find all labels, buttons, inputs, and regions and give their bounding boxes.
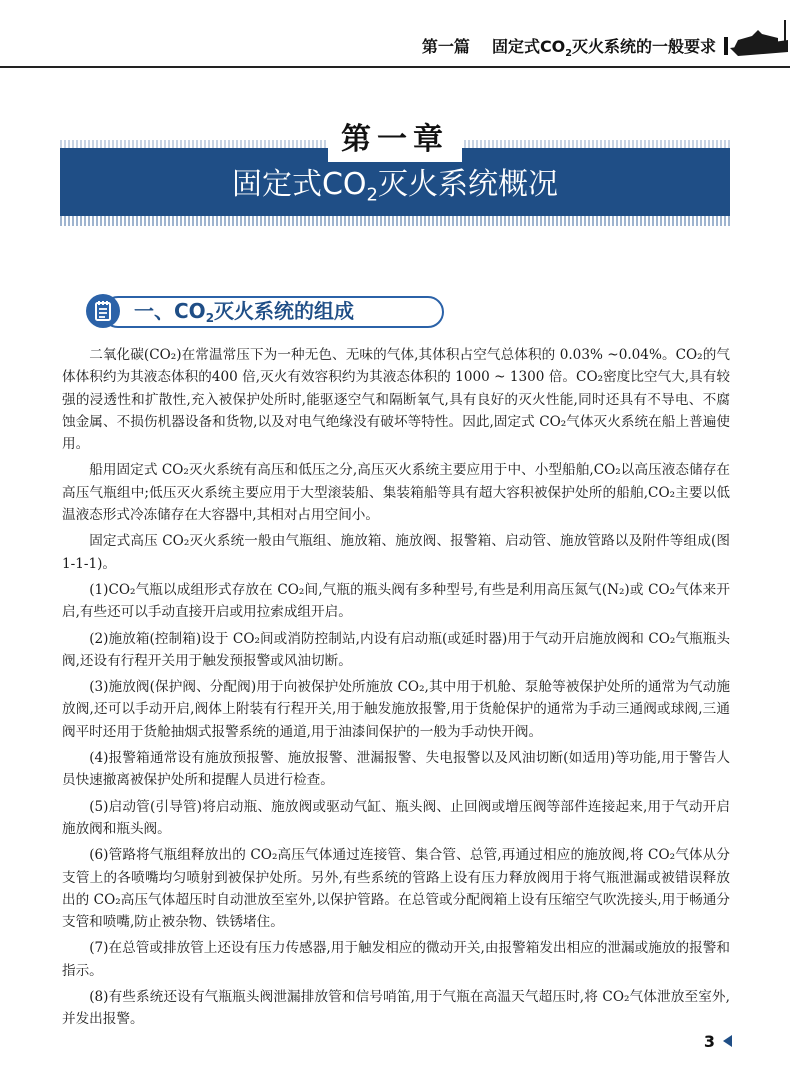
- running-header: [0, 0, 790, 78]
- ship-icon: [728, 18, 790, 64]
- paragraph: (6)管路将气瓶组释放出的 CO₂高压气体通过连接管、集合管、总管,再通过相应的施放阀,将 CO₂气体从分支管上的各喷嘴均匀喷射到被保护处所。另外,有些系统的管路上设有压力释放阀用于将气瓶泄漏或被错误释放出的 CO₂高压气体超压时自动泄放至室外,以保护管路。在总管或分配阀箱上设有压缩空气吹洗接头,用于畅通分支管和喷嘴,防止被杂物、铁锈堵住。: [62, 847, 730, 931]
- header-title: 固定式$CO_2$灭火系统的一般要求: [491, 37, 716, 60]
- paragraph: (3)施放阀(保护阀、分配阀)用于向被保护处所施放 CO₂,其中用于机舱、泵舱等被保护处所的通常为气动施放阀,还可以手动开启,阀体上附装有行程开关,用于触发施放报警,用于货舱保护的通常为手动三通阀或球阀,三通阀平时还用于货舱抽烟式报警系统的通道,用于油漆间保护的一般为手动快开阀。: [62, 679, 730, 740]
- paragraph: (8)有些系统还设有气瓶瓶头阀泄漏排放管和信号哨笛,用于气瓶在高温天气超压时,将 CO₂气体泄放至室外,并发出报警。: [62, 989, 730, 1028]
- paragraph: 船用固定式 CO₂灭火系统有高压和低压之分,高压灭火系统主要应用于中、小型船舶,CO₂以高压液态储存在高压气瓶组中;低压灭火系统主要应用于大型滚装船、集装箱船等具有超大容积被保护处所的船舶,CO₂主要以低温液态形式冷冻储存在大容器中,其相对占用空间小。: [62, 462, 730, 524]
- section-title: 一、$CO_2$灭火系统的组成: [134, 299, 355, 326]
- paragraph: (5)启动管(引导管)将启动瓶、施放阀或驱动气缸、瓶头阀、止回阀或增压阀等部件连接起来,用于气动开启施放阀和瓶头阀。: [62, 798, 730, 837]
- chapter-label: 第一章: [328, 118, 462, 162]
- notepad-icon: [86, 294, 120, 328]
- paragraph: 二氧化碳(CO₂)在常温常压下为一种无色、无味的气体,其体积占空气总体积的 0.03% ~0.04%。CO₂的气体体积约为其液态体积的400 倍,灭火有效容积约为其液态体积的 1000 ~ 1300 倍。CO₂密度比空气大,具有较强的浸透性和扩散性,充入被保护处所时,能驱逐空气和隔断氧气,具有良好的灭火性能,同时还具有不导电、不腐蚀金属、不损伤机器设备和货物,以及对电气绝缘没有破坏等特性。因此,固定式 CO₂气体灭火系统在船上普遍使用。: [62, 347, 730, 453]
- body-text: [62, 344, 730, 1035]
- header-part: 第一篇: [421, 37, 470, 56]
- chapter-title: 固定式$CO_2$灭火系统概况: [231, 167, 558, 206]
- paragraph: (7)在总管或排放管上还设有压力传感器,用于触发相应的微动开关,由报警箱发出相应的泄漏或施放的报警和指示。: [62, 940, 730, 979]
- running-header-text: [422, 34, 728, 59]
- page-arrow-icon: [723, 1035, 732, 1047]
- page-number: 3: [704, 1032, 732, 1051]
- paragraph: 固定式高压 CO₂灭火系统一般由气瓶组、施放箱、施放阀、报警箱、启动管、施放管路以及附件等组成(图 1-1-1)。: [62, 533, 730, 572]
- paragraph: (1)CO₂气瓶以成组形式存放在 CO₂间,气瓶的瓶头阀有多种型号,有些是利用高压氮气(N₂)或 CO₂气体来开启,有些还可以手动直接开启或用拉索成组开启。: [62, 581, 730, 621]
- paragraph: (4)报警箱通常设有施放预报警、施放报警、泄漏报警、失电报警以及风油切断(如适用)等功能,用于警告人员快速撤离被保护处所和提醒人员进行检查。: [62, 750, 730, 789]
- header-rule: [0, 66, 790, 68]
- paragraph: (2)施放箱(控制箱)设于 CO₂间或消防控制站,内设有启动瓶(或延时器)用于气动开启施放阀和 CO₂气瓶瓶头阀,还设有行程开关用于触发预报警或风油切断。: [62, 630, 730, 669]
